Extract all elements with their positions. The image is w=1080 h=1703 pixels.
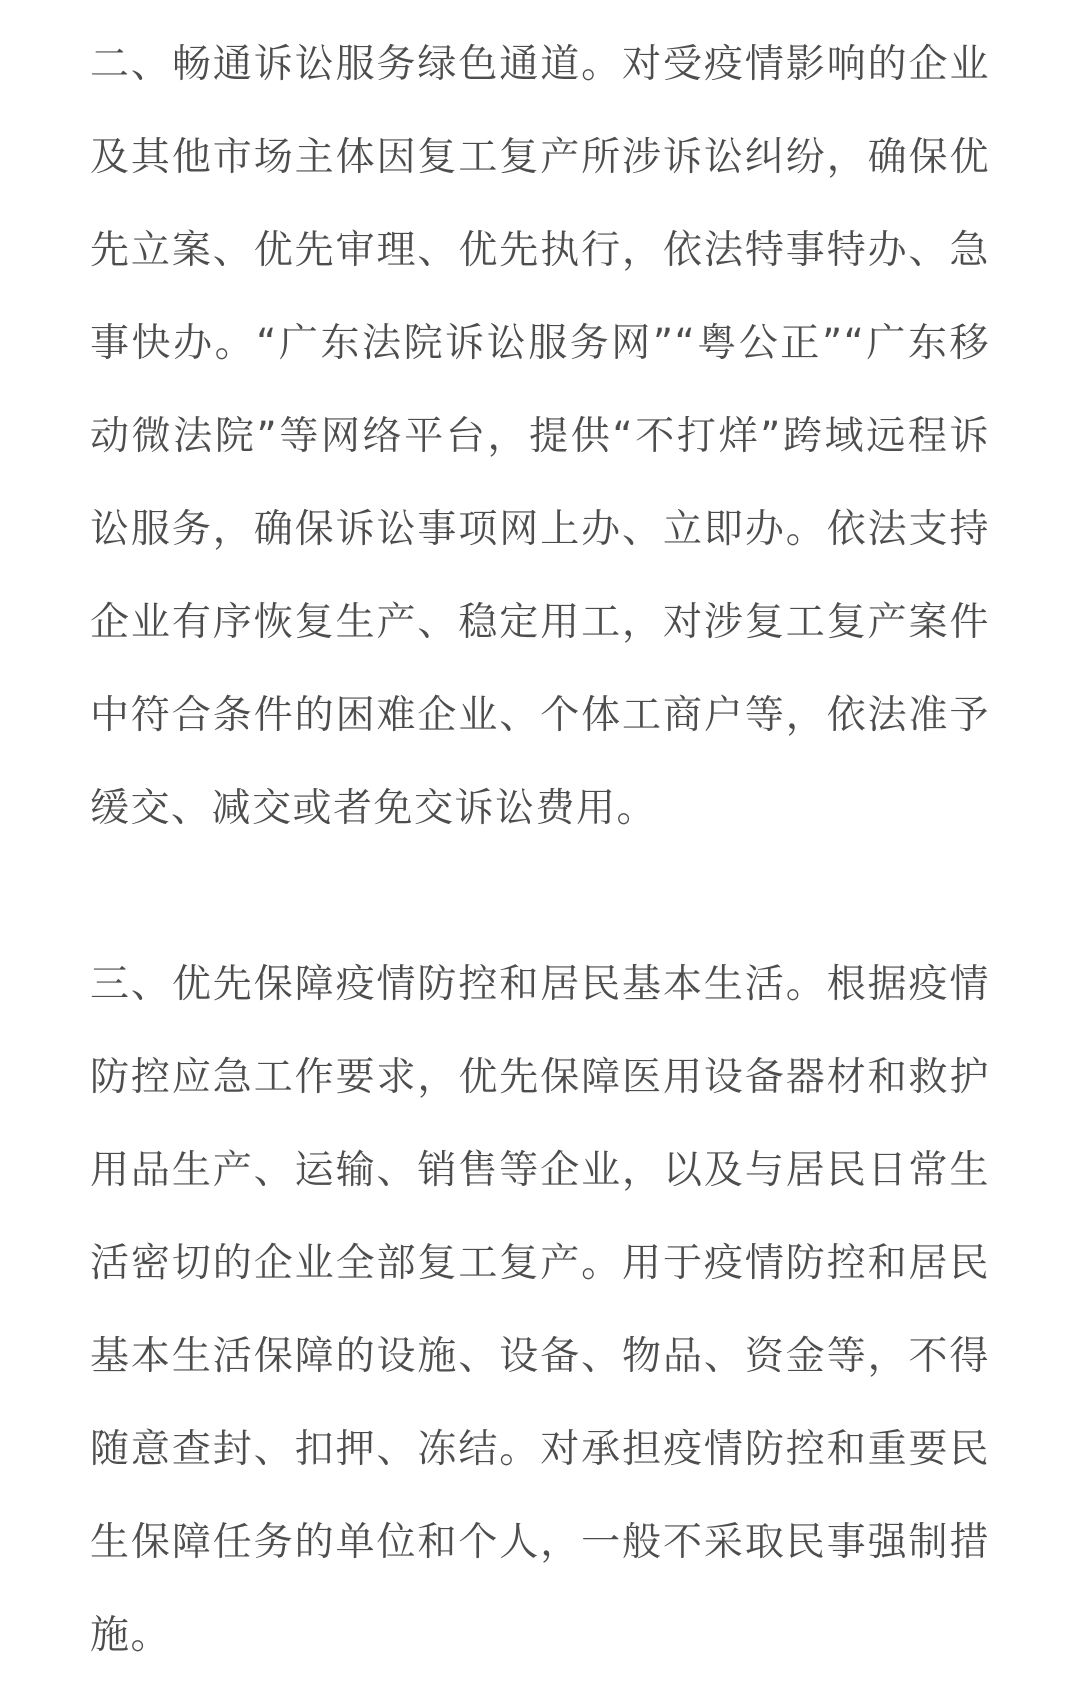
- article-body: [90, 0, 990, 1682]
- paragraph-epidemic-protection: 三、优先保障疫情防控和居民基本生活。根据疫情防控应急工作要求，优先保障医用设备器材和救护用品生产、运输、销售等企业，以及与居民日常生活密切的企业全部复工复产。用于疫情防控和居民基本生活保障的设施、设备、物品、资金等，不得随意查封、扣押、冻结。对承担疫情防控和重要民生保障任务的单位和个人，一般不采取民事强制措施。: [90, 962, 990, 1658]
- paragraph-green-channel: 二、畅通诉讼服务绿色通道。对受疫情影响的企业及其他市场主体因复工复产所涉诉讼纠纷，确保优先立案、优先审理、优先执行，依法特事特办、急事快办。“广东法院诉讼服务网”“粤公正”“广东移动微法院”等网络平台，提供“不打烊”跨域远程诉讼服务，确保诉讼事项网上办、立即办。依法支持企业有序恢复生产、稳定用工，对涉复工复产案件中符合条件的困难企业、个体工商户等，依法准予缓交、减交或者免交诉讼费用。: [90, 42, 990, 831]
